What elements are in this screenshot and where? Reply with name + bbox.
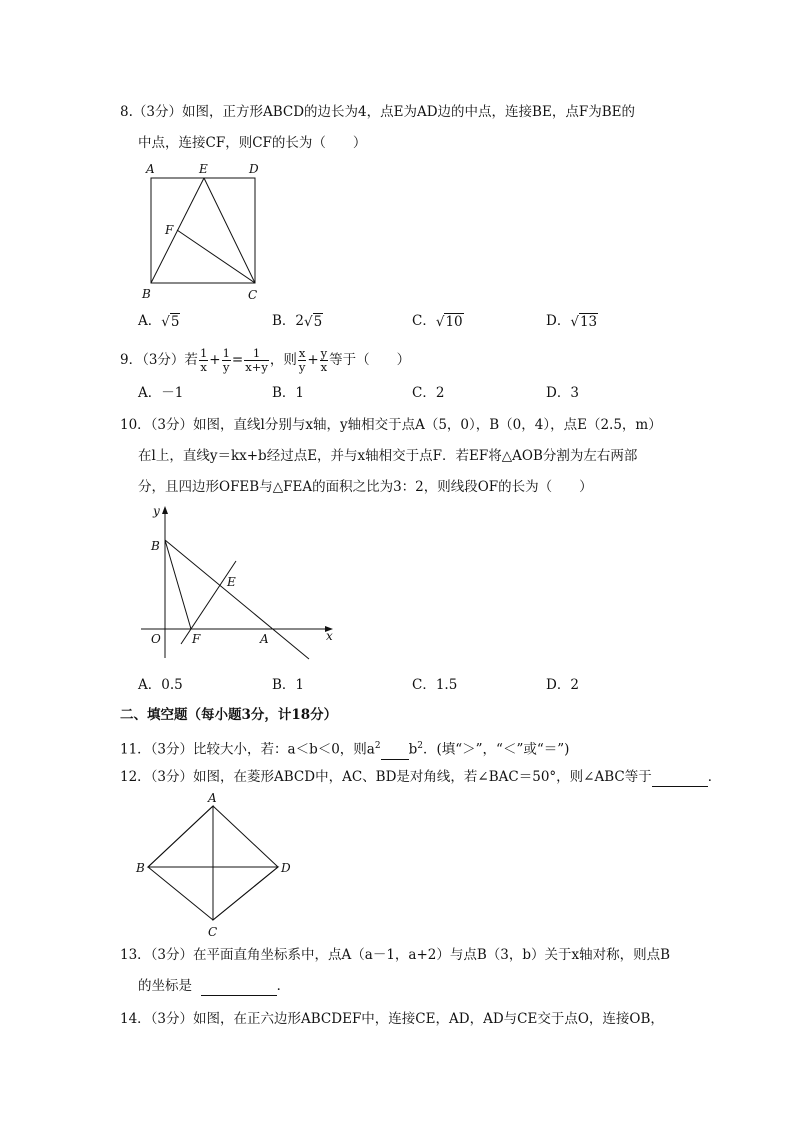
label-c: C — [208, 925, 218, 939]
q8-option-d[interactable]: D．√13 — [546, 313, 598, 330]
q10-option-d[interactable]: D．2 — [546, 677, 579, 693]
q9-frac-5: $\frac{y}{x}$ — [320, 346, 328, 374]
q10-options — [0, 675, 794, 695]
label-a: A — [146, 162, 155, 176]
label-b: B — [136, 861, 145, 875]
q9-line: 9．（3分）若 $\frac{1}{x}$ + $\frac{1}{y}$ = $\frac{1}{x+y}$ ，则 $\frac{x}{y}$ + $\frac{y}{x}$ 等于（ ） — [120, 346, 411, 374]
segment-ec — [204, 178, 255, 283]
section-2-title: 二、填空题（每小题3分，计18分） — [120, 707, 338, 723]
label-x: x — [326, 629, 333, 643]
label-b: B — [142, 287, 151, 301]
q12-answer-blank[interactable] — [652, 768, 708, 787]
q12-rhombus-figure — [130, 792, 300, 942]
label-a: A — [260, 632, 269, 646]
segment-bf — [165, 540, 191, 629]
q8-square-figure — [135, 158, 270, 308]
label-f: F — [192, 632, 201, 646]
q9-option-d[interactable]: D．3 — [546, 385, 579, 401]
label-d: D — [249, 162, 259, 176]
q9-option-a[interactable]: A．－1 — [138, 385, 184, 401]
q8-option-c[interactable]: C．√10 — [412, 313, 463, 330]
q10-coordinate-figure — [135, 500, 340, 665]
q10-option-c[interactable]: C．1.5 — [412, 677, 458, 693]
q9-option-c[interactable]: C．2 — [412, 385, 445, 401]
label-o: O — [151, 632, 161, 646]
q8-options — [0, 311, 794, 331]
label-c: C — [248, 288, 258, 302]
q10-option-a[interactable]: A．0.5 — [138, 677, 183, 693]
q9-frac-4: $\frac{x}{y}$ — [298, 346, 306, 374]
q8-option-b[interactable]: B．2√5 — [272, 313, 323, 330]
segment-fc — [177, 230, 255, 283]
q9-frac-1: $\frac{1}{x}$ — [199, 346, 208, 374]
q8-option-a[interactable]: A．√5 — [138, 313, 180, 330]
y-axis-arrow — [162, 506, 168, 514]
label-e: E — [227, 575, 236, 589]
q11-line: 11．（3分）比较大小，若：a＜b＜0，则$a^2$ $b^2$．(填“＞”，“＜”或“＝”) — [120, 741, 570, 758]
label-y: y — [153, 504, 160, 518]
line-ef — [181, 561, 236, 644]
label-b: B — [151, 539, 160, 553]
label-e: E — [199, 162, 208, 176]
line-l — [165, 540, 309, 659]
label-a: A — [208, 791, 217, 805]
label-d: D — [281, 861, 291, 875]
q8-line2: 中点，连接CF，则CF的长为（ ） — [138, 135, 367, 151]
q13-answer-blank[interactable] — [201, 977, 277, 996]
q13-line2: 的坐标是 ． — [138, 978, 291, 994]
q10-option-b[interactable]: B．1 — [272, 677, 305, 693]
label-f: F — [165, 223, 174, 237]
q10-line2: 在l上，直线y＝kx+b经过点E，并与x轴相交于点F．若EF将△AOB分割为左右两部 — [138, 448, 638, 464]
q9-frac-2: $\frac{1}{y}$ — [222, 346, 230, 374]
q9-option-b[interactable]: B．1 — [272, 385, 305, 401]
q8-line1: 8.（3分）如图，正方形ABCD的边长为4，点E为AD边的中点，连接BE，点F为BE的 — [120, 104, 635, 120]
q9-options — [0, 383, 794, 403]
q9-frac-3: $\frac{1}{x+y}$ — [245, 346, 268, 374]
q10-line1: 10．（3分）如图，直线l分别与x轴，y轴相交于点A（5，0），B（0，4），点E（2.5，m） — [120, 417, 662, 433]
q11-answer-blank[interactable] — [381, 741, 409, 760]
q13-line1: 13．（3分）在平面直角坐标系中，点A（a－1，a+2）与点B（3，b）关于x轴对称，则点B — [120, 947, 671, 963]
q14-line1: 14．（3分）如图，在正六边形ABCDEF中，连接CE，AD，AD与CE交于点O，连接OB， — [120, 1011, 664, 1027]
q10-line3: 分，且四边形OFEB与△FEA的面积之比为3：2，则线段OF的长为（ ） — [138, 479, 593, 495]
q12-line: 12．（3分）如图，在菱形ABCD中，AC、BD是对角线，若∠BAC＝50°，则∠ABC等于 ． — [120, 769, 722, 785]
